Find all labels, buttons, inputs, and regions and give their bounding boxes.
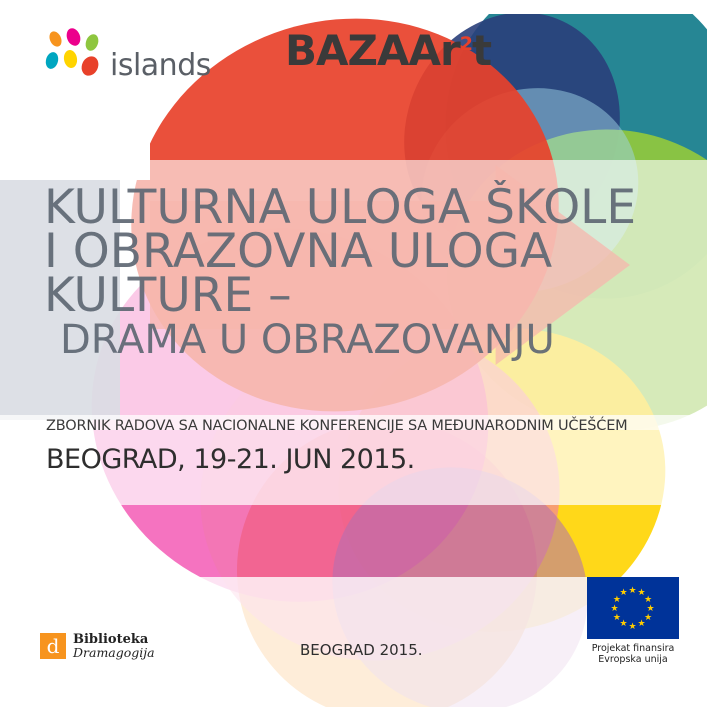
bazaart-text-before: BAZA xyxy=(285,26,409,75)
publisher-logo-icon: d xyxy=(40,633,66,659)
publisher-series: Dramagogija xyxy=(73,645,155,660)
publisher-block xyxy=(40,633,155,659)
bazaart-letter-r: r xyxy=(440,26,460,75)
dot-green-icon xyxy=(83,32,100,52)
dot-orange-icon xyxy=(47,29,64,48)
eu-star-icon: ★ xyxy=(612,593,621,604)
eu-star-icon: ★ xyxy=(646,602,655,613)
islands-logo xyxy=(44,28,224,86)
dot-magenta-icon xyxy=(64,26,82,47)
eu-star-icon: ★ xyxy=(612,611,621,622)
eu-star-icon: ★ xyxy=(628,584,637,595)
eu-caption-line-1: Projekat finansira xyxy=(591,643,675,654)
page-title xyxy=(44,180,674,363)
publisher-text xyxy=(73,633,155,659)
eu-flag-icon xyxy=(587,577,679,639)
eu-star-icon: ★ xyxy=(628,620,637,631)
eu-caption-line-2: Evropska unija xyxy=(598,654,668,665)
title-line-1: KULTURNA ULOGA ŠKOLE xyxy=(44,180,637,235)
eu-star-icon: ★ xyxy=(644,611,653,622)
subtitle-block xyxy=(46,418,686,475)
dot-cyan-icon xyxy=(44,51,60,71)
islands-dots-icon xyxy=(44,28,106,86)
eu-star-icon: ★ xyxy=(610,602,619,613)
bazaart-text-after: t xyxy=(471,26,492,75)
title-line-2: I OBRAZOVNA ULOGA xyxy=(44,224,553,279)
publisher-name: Biblioteka xyxy=(73,632,149,647)
islands-wordmark: islands xyxy=(110,48,211,83)
eu-star-icon: ★ xyxy=(619,586,628,597)
dot-yellow-icon xyxy=(63,49,79,69)
eu-star-icon: ★ xyxy=(619,618,628,629)
bazaart-logo xyxy=(285,26,491,75)
eu-funding-block xyxy=(583,577,683,665)
eu-star-icon: ★ xyxy=(637,618,646,629)
place-and-year: BEOGRAD 2015. xyxy=(300,641,423,659)
eu-star-icon: ★ xyxy=(644,593,653,604)
eu-star-icon: ★ xyxy=(637,586,646,597)
top-white-bar xyxy=(0,0,707,14)
conference-description: ZBORNIK RADOVA SA NACIONALNE KONFERENCIJE SA MEĐUNARODNIM UČEŠĆEM xyxy=(46,418,628,434)
conference-date-location: BEOGRAD, 19-21. JUN 2015. xyxy=(46,444,415,475)
title-line-4: DRAMA U OBRAZOVANJU xyxy=(60,317,555,363)
bazaart-superscript: 2 xyxy=(459,33,472,55)
top-left-white-panel xyxy=(0,0,150,180)
dot-red-icon xyxy=(79,54,102,79)
title-line-3: KULTURE – xyxy=(44,268,292,323)
bazaart-letter-a: A xyxy=(408,26,440,75)
